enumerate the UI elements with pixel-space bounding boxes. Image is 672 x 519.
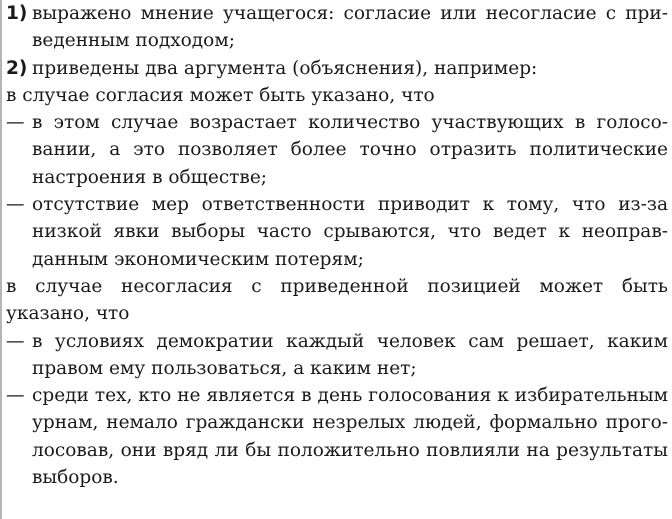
disagreement-intro: в случае несогласия с приведенной позицией может быть указано, что [6,275,668,325]
dash-marker: — [6,330,25,352]
agreement-argument-2 [6,191,668,273]
agreement-argument-1 [6,109,668,191]
dash-marker: — [6,385,25,407]
list-item-2 [6,55,668,82]
list-item-text: приведены два аргумента (объяснения), например: [32,57,538,79]
disagreement-argument-1 [6,328,668,383]
list-marker: 2) [6,57,28,79]
argument-text: в условиях демократии каждый человек сам решает, каким правом ему пользоваться, а каким нет; [32,330,668,379]
left-margin-rule [0,0,2,519]
dash-marker: — [6,194,25,216]
argument-text: среди тех, кто не является в день голосования к избирательным урнам, немало граждански незрелых людей, формально проголосовав, они вряд ли бы положительно повлияли на результаты выборов. [32,385,668,489]
list-item-text: выражено мнение учащегося: согласие или несогласие с приведенным подходом; [32,3,668,52]
argument-text: в этом случае возрастает количество участвующих в голосовании, а это позволяет более точно отразить политические настроения в обществе; [32,112,668,188]
list-item-1 [6,0,668,55]
disagreement-argument-2 [6,382,668,491]
list-marker: 1) [6,3,28,24]
agreement-intro: в случае согласия может быть указано, что [6,84,435,106]
argument-text: отсутствие мер ответственности приводит к тому, что из-за низкой явки выборы часто срываются, что ведет к неоправданным экономическим потерям; [32,194,668,270]
dash-marker: — [6,112,25,134]
